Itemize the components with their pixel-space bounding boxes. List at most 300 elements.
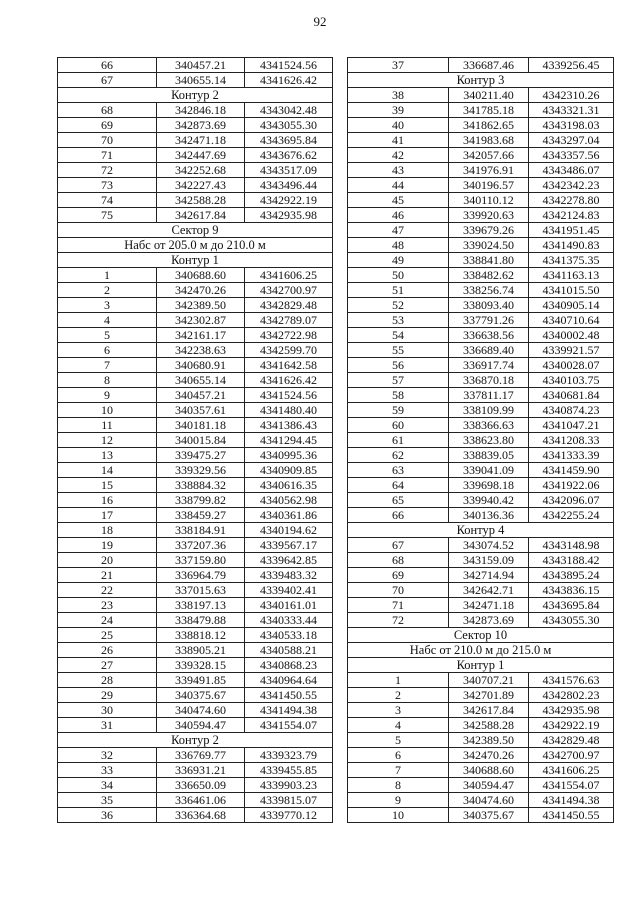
x-coordinate: 338839.05	[449, 448, 529, 463]
y-coordinate: 4340905.14	[529, 298, 614, 313]
x-coordinate: 337207.36	[157, 538, 245, 553]
x-coordinate: 338366.63	[449, 418, 529, 433]
y-coordinate: 4340028.07	[529, 358, 614, 373]
table-row	[58, 448, 333, 463]
table-row	[58, 58, 333, 73]
table-row	[348, 58, 614, 73]
x-coordinate: 336931.21	[157, 763, 245, 778]
point-number: 18	[58, 523, 157, 538]
table-row	[58, 493, 333, 508]
x-coordinate: 336964.79	[157, 568, 245, 583]
point-number: 8	[58, 373, 157, 388]
y-coordinate: 4339323.79	[245, 748, 333, 763]
table-row	[348, 313, 614, 328]
point-number: 1	[348, 673, 449, 688]
table-row	[348, 373, 614, 388]
table-row	[58, 718, 333, 733]
x-coordinate: 342642.71	[449, 583, 529, 598]
y-coordinate: 4342096.07	[529, 493, 614, 508]
y-coordinate: 4341047.21	[529, 418, 614, 433]
section-header-row	[58, 238, 333, 253]
table-row	[58, 403, 333, 418]
y-coordinate: 4339770.12	[245, 808, 333, 823]
point-number: 5	[348, 733, 449, 748]
point-number: 67	[58, 73, 157, 88]
x-coordinate: 341862.65	[449, 118, 529, 133]
y-coordinate: 4340681.84	[529, 388, 614, 403]
x-coordinate: 340136.36	[449, 508, 529, 523]
x-coordinate: 340688.60	[449, 763, 529, 778]
point-number: 66	[58, 58, 157, 73]
point-number: 19	[58, 538, 157, 553]
point-number: 16	[58, 493, 157, 508]
x-coordinate: 340707.21	[449, 673, 529, 688]
y-coordinate: 4342310.26	[529, 88, 614, 103]
section-header: Контур 3	[348, 73, 614, 88]
y-coordinate: 4343695.84	[245, 133, 333, 148]
x-coordinate: 340655.14	[157, 373, 245, 388]
point-number: 51	[348, 283, 449, 298]
x-coordinate: 339041.09	[449, 463, 529, 478]
table-row	[58, 358, 333, 373]
y-coordinate: 4343496.44	[245, 178, 333, 193]
point-number: 49	[348, 253, 449, 268]
point-number: 5	[58, 328, 157, 343]
table-row	[348, 133, 614, 148]
point-number: 20	[58, 553, 157, 568]
x-coordinate: 342617.84	[157, 208, 245, 223]
x-coordinate: 339920.63	[449, 208, 529, 223]
x-coordinate: 338623.80	[449, 433, 529, 448]
y-coordinate: 4342278.80	[529, 193, 614, 208]
point-number: 69	[58, 118, 157, 133]
x-coordinate: 338841.80	[449, 253, 529, 268]
table-row	[58, 673, 333, 688]
table-row	[348, 358, 614, 373]
coordinates-table-right	[347, 57, 614, 823]
table-row	[58, 583, 333, 598]
y-coordinate: 4341459.90	[529, 463, 614, 478]
table-row	[348, 673, 614, 688]
x-coordinate: 336364.68	[157, 808, 245, 823]
point-number: 9	[58, 388, 157, 403]
section-header-row	[348, 73, 614, 88]
point-number: 8	[348, 778, 449, 793]
x-coordinate: 339475.27	[157, 448, 245, 463]
section-header: Контур 2	[58, 733, 333, 748]
y-coordinate: 4341494.38	[529, 793, 614, 808]
y-coordinate: 4342829.48	[245, 298, 333, 313]
point-number: 35	[58, 793, 157, 808]
y-coordinate: 4339921.57	[529, 343, 614, 358]
table-row	[348, 118, 614, 133]
y-coordinate: 4341606.25	[245, 268, 333, 283]
point-number: 30	[58, 703, 157, 718]
x-coordinate: 338093.40	[449, 298, 529, 313]
table-row	[348, 733, 614, 748]
table-row	[348, 703, 614, 718]
y-coordinate: 4343695.84	[529, 598, 614, 613]
y-coordinate: 4341208.33	[529, 433, 614, 448]
table-row	[348, 418, 614, 433]
table-row	[348, 103, 614, 118]
table-row	[348, 298, 614, 313]
x-coordinate: 338197.13	[157, 598, 245, 613]
section-header: Набс от 210.0 м до 215.0 м	[348, 643, 614, 658]
y-coordinate: 4343357.56	[529, 148, 614, 163]
y-coordinate: 4342722.98	[245, 328, 333, 343]
section-header-row	[58, 733, 333, 748]
point-number: 15	[58, 478, 157, 493]
x-coordinate: 342238.63	[157, 343, 245, 358]
y-coordinate: 4340333.44	[245, 613, 333, 628]
y-coordinate: 4343055.30	[529, 613, 614, 628]
y-coordinate: 4341163.13	[529, 268, 614, 283]
y-coordinate: 4342935.98	[529, 703, 614, 718]
section-header-row	[58, 253, 333, 268]
y-coordinate: 4339483.32	[245, 568, 333, 583]
x-coordinate: 338482.62	[449, 268, 529, 283]
y-coordinate: 4341375.35	[529, 253, 614, 268]
y-coordinate: 4339903.23	[245, 778, 333, 793]
table-row	[348, 208, 614, 223]
point-number: 9	[348, 793, 449, 808]
x-coordinate: 342161.17	[157, 328, 245, 343]
point-number: 73	[58, 178, 157, 193]
point-number: 33	[58, 763, 157, 778]
section-header: Сектор 9	[58, 223, 333, 238]
table-row	[58, 343, 333, 358]
point-number: 1	[58, 268, 157, 283]
y-coordinate: 4343676.62	[245, 148, 333, 163]
table-row	[58, 148, 333, 163]
y-coordinate: 4341480.40	[245, 403, 333, 418]
x-coordinate: 338818.12	[157, 628, 245, 643]
table-row	[348, 808, 614, 823]
table-row	[348, 568, 614, 583]
point-number: 71	[348, 598, 449, 613]
y-coordinate: 4340194.62	[245, 523, 333, 538]
y-coordinate: 4343297.04	[529, 133, 614, 148]
y-coordinate: 4340995.36	[245, 448, 333, 463]
table-row	[348, 433, 614, 448]
point-number: 75	[58, 208, 157, 223]
x-coordinate: 337159.80	[157, 553, 245, 568]
y-coordinate: 4339455.85	[245, 763, 333, 778]
y-coordinate: 4341294.45	[245, 433, 333, 448]
table-row	[348, 223, 614, 238]
y-coordinate: 4342255.24	[529, 508, 614, 523]
table-row	[58, 163, 333, 178]
x-coordinate: 342471.18	[449, 598, 529, 613]
x-coordinate: 340015.84	[157, 433, 245, 448]
point-number: 22	[58, 583, 157, 598]
point-number: 48	[348, 238, 449, 253]
point-number: 68	[58, 103, 157, 118]
x-coordinate: 337811.17	[449, 388, 529, 403]
x-coordinate: 341983.68	[449, 133, 529, 148]
table-row	[348, 238, 614, 253]
section-header-row	[348, 628, 614, 643]
x-coordinate: 342470.26	[157, 283, 245, 298]
x-coordinate: 339328.15	[157, 658, 245, 673]
point-number: 66	[348, 508, 449, 523]
table-row	[58, 703, 333, 718]
point-number: 7	[58, 358, 157, 373]
table-row	[58, 568, 333, 583]
point-number: 4	[58, 313, 157, 328]
y-coordinate: 4341554.07	[529, 778, 614, 793]
point-number: 25	[58, 628, 157, 643]
table-row	[348, 178, 614, 193]
point-number: 6	[58, 343, 157, 358]
table-row	[348, 343, 614, 358]
y-coordinate: 4339256.45	[529, 58, 614, 73]
table-row	[58, 463, 333, 478]
table-row	[348, 583, 614, 598]
x-coordinate: 338884.32	[157, 478, 245, 493]
table-row	[348, 148, 614, 163]
point-number: 41	[348, 133, 449, 148]
y-coordinate: 4342829.48	[529, 733, 614, 748]
y-coordinate: 4339815.07	[245, 793, 333, 808]
point-number: 38	[348, 88, 449, 103]
y-coordinate: 4343517.09	[245, 163, 333, 178]
x-coordinate: 339940.42	[449, 493, 529, 508]
x-coordinate: 340474.60	[449, 793, 529, 808]
table-row	[348, 793, 614, 808]
table-row	[58, 133, 333, 148]
coordinates-table-left	[57, 57, 333, 823]
y-coordinate: 4343486.07	[529, 163, 614, 178]
y-coordinate: 4342789.07	[245, 313, 333, 328]
point-number: 23	[58, 598, 157, 613]
x-coordinate: 338905.21	[157, 643, 245, 658]
y-coordinate: 4339402.41	[245, 583, 333, 598]
point-number: 72	[58, 163, 157, 178]
table-row	[58, 613, 333, 628]
table-row	[348, 463, 614, 478]
x-coordinate: 336461.06	[157, 793, 245, 808]
point-number: 26	[58, 643, 157, 658]
x-coordinate: 340688.60	[157, 268, 245, 283]
x-coordinate: 336638.56	[449, 328, 529, 343]
x-coordinate: 343159.09	[449, 553, 529, 568]
x-coordinate: 340110.12	[449, 193, 529, 208]
y-coordinate: 4341626.42	[245, 73, 333, 88]
table-row	[58, 658, 333, 673]
x-coordinate: 340375.67	[449, 808, 529, 823]
section-header-row	[58, 88, 333, 103]
section-header-row	[58, 223, 333, 238]
x-coordinate: 336769.77	[157, 748, 245, 763]
x-coordinate: 342057.66	[449, 148, 529, 163]
point-number: 6	[348, 748, 449, 763]
table-row	[58, 523, 333, 538]
point-number: 68	[348, 553, 449, 568]
section-header: Контур 2	[58, 88, 333, 103]
point-number: 54	[348, 328, 449, 343]
table-row	[58, 538, 333, 553]
x-coordinate: 343074.52	[449, 538, 529, 553]
table-row	[348, 448, 614, 463]
point-number: 14	[58, 463, 157, 478]
point-number: 70	[348, 583, 449, 598]
x-coordinate: 336917.74	[449, 358, 529, 373]
y-coordinate: 4341922.06	[529, 478, 614, 493]
y-coordinate: 4341576.63	[529, 673, 614, 688]
point-number: 70	[58, 133, 157, 148]
y-coordinate: 4340909.85	[245, 463, 333, 478]
point-number: 3	[58, 298, 157, 313]
point-number: 2	[58, 283, 157, 298]
y-coordinate: 4340103.75	[529, 373, 614, 388]
table-row	[58, 808, 333, 823]
table-row	[348, 718, 614, 733]
x-coordinate: 342617.84	[449, 703, 529, 718]
table-row	[348, 493, 614, 508]
table-row	[58, 478, 333, 493]
y-coordinate: 4341554.07	[245, 718, 333, 733]
table-row	[58, 643, 333, 658]
point-number: 55	[348, 343, 449, 358]
point-number: 47	[348, 223, 449, 238]
x-coordinate: 340375.67	[157, 688, 245, 703]
point-number: 4	[348, 718, 449, 733]
table-row	[348, 778, 614, 793]
x-coordinate: 342873.69	[449, 613, 529, 628]
point-number: 61	[348, 433, 449, 448]
x-coordinate: 339679.26	[449, 223, 529, 238]
table-row	[348, 598, 614, 613]
point-number: 21	[58, 568, 157, 583]
point-number: 3	[348, 703, 449, 718]
x-coordinate: 340181.18	[157, 418, 245, 433]
point-number: 10	[58, 403, 157, 418]
x-coordinate: 339024.50	[449, 238, 529, 253]
table-row	[348, 328, 614, 343]
y-coordinate: 4341333.39	[529, 448, 614, 463]
x-coordinate: 340211.40	[449, 88, 529, 103]
y-coordinate: 4342802.23	[529, 688, 614, 703]
section-header: Контур 1	[58, 253, 333, 268]
table-row	[58, 373, 333, 388]
section-header-row	[348, 643, 614, 658]
y-coordinate: 4343148.98	[529, 538, 614, 553]
point-number: 31	[58, 718, 157, 733]
y-coordinate: 4343188.42	[529, 553, 614, 568]
table-row	[58, 313, 333, 328]
point-number: 63	[348, 463, 449, 478]
x-coordinate: 342714.94	[449, 568, 529, 583]
section-header: Набс от 205.0 м до 210.0 м	[58, 238, 333, 253]
point-number: 50	[348, 268, 449, 283]
point-number: 71	[58, 148, 157, 163]
x-coordinate: 338799.82	[157, 493, 245, 508]
y-coordinate: 4340964.64	[245, 673, 333, 688]
table-row	[58, 553, 333, 568]
x-coordinate: 338256.74	[449, 283, 529, 298]
point-number: 65	[348, 493, 449, 508]
x-coordinate: 342701.89	[449, 688, 529, 703]
table-row	[58, 178, 333, 193]
table-row	[58, 208, 333, 223]
table-row	[348, 508, 614, 523]
point-number: 53	[348, 313, 449, 328]
point-number: 42	[348, 148, 449, 163]
y-coordinate: 4340361.86	[245, 508, 333, 523]
y-coordinate: 4340002.48	[529, 328, 614, 343]
coordinates-table-left-body	[58, 58, 333, 823]
point-number: 12	[58, 433, 157, 448]
point-number: 56	[348, 358, 449, 373]
table-row	[348, 748, 614, 763]
section-header-row	[348, 523, 614, 538]
y-coordinate: 4341606.25	[529, 763, 614, 778]
y-coordinate: 4341386.43	[245, 418, 333, 433]
y-coordinate: 4340161.01	[245, 598, 333, 613]
point-number: 17	[58, 508, 157, 523]
y-coordinate: 4341626.42	[245, 373, 333, 388]
x-coordinate: 342447.69	[157, 148, 245, 163]
x-coordinate: 340457.21	[157, 58, 245, 73]
point-number: 34	[58, 778, 157, 793]
table-row	[348, 763, 614, 778]
section-header: Контур 1	[348, 658, 614, 673]
point-number: 27	[58, 658, 157, 673]
y-coordinate: 4339642.85	[245, 553, 333, 568]
section-header: Сектор 10	[348, 628, 614, 643]
y-coordinate: 4340874.23	[529, 403, 614, 418]
point-number: 2	[348, 688, 449, 703]
table-row	[58, 508, 333, 523]
x-coordinate: 336650.09	[157, 778, 245, 793]
point-number: 57	[348, 373, 449, 388]
table-row	[348, 613, 614, 628]
y-coordinate: 4341524.56	[245, 58, 333, 73]
y-coordinate: 4340533.18	[245, 628, 333, 643]
table-row	[58, 688, 333, 703]
table-row	[348, 253, 614, 268]
x-coordinate: 342389.50	[449, 733, 529, 748]
table-row	[348, 283, 614, 298]
x-coordinate: 341785.18	[449, 103, 529, 118]
y-coordinate: 4342700.97	[529, 748, 614, 763]
table-row	[348, 688, 614, 703]
y-coordinate: 4342922.19	[529, 718, 614, 733]
x-coordinate: 342846.18	[157, 103, 245, 118]
y-coordinate: 4343042.48	[245, 103, 333, 118]
page-number: 92	[313, 14, 327, 29]
x-coordinate: 342302.87	[157, 313, 245, 328]
point-number: 52	[348, 298, 449, 313]
table-row	[58, 793, 333, 808]
point-number: 43	[348, 163, 449, 178]
point-number: 29	[58, 688, 157, 703]
section-header-row	[348, 658, 614, 673]
y-coordinate: 4342124.83	[529, 208, 614, 223]
x-coordinate: 339491.85	[157, 673, 245, 688]
x-coordinate: 340655.14	[157, 73, 245, 88]
point-number: 74	[58, 193, 157, 208]
y-coordinate: 4340588.21	[245, 643, 333, 658]
section-header: Контур 4	[348, 523, 614, 538]
table-row	[58, 118, 333, 133]
table-row	[58, 628, 333, 643]
y-coordinate: 4342599.70	[245, 343, 333, 358]
point-number: 13	[58, 448, 157, 463]
point-number: 45	[348, 193, 449, 208]
